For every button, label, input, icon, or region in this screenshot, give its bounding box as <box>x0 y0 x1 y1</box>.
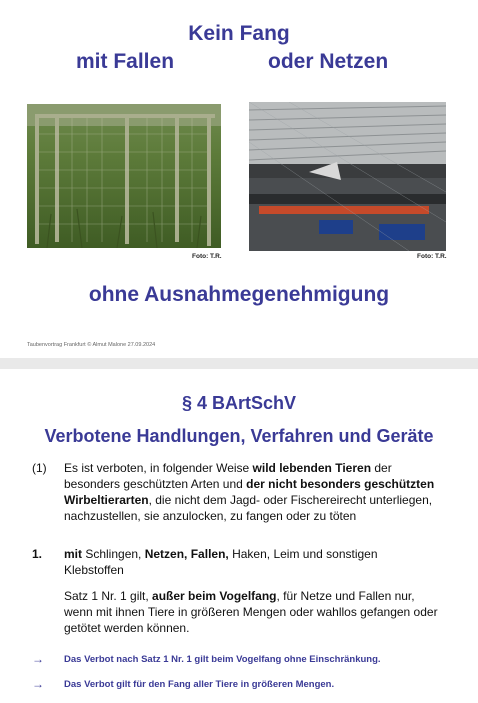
photo-bird-net <box>249 102 446 251</box>
para1-text: Es ist verboten, in folgender Weise wild lebenden Tieren der besonders geschützten Arten und der nicht besonders geschützten Wirbeltierarten, die nicht dem Jagd- oder Fischereirecht unterliegen, nachzustellen, sie anzulocken, zu fangen oder zu töten <box>64 461 435 523</box>
subtitle-ausnahmegenehmigung: ohne Ausnahmegenehmigung <box>88 283 390 306</box>
item1-number: 1. <box>32 547 43 561</box>
note-groessere-mengen: Das Verbot gilt für den Fang aller Tiere in größeren Mengen. <box>64 679 335 690</box>
title-kein-fang: Kein Fang <box>188 22 290 45</box>
satz-exception-text: Satz 1 Nr. 1 gilt, außer beim Vogelfang, für Netze und Fallen nur, wenn mit ihnen Tiere in größeren Mengen oder wahllos gefangen oder getötet werden können. <box>64 589 438 635</box>
title-mit-fallen: mit Fallen <box>76 50 175 73</box>
heading-verbotene-handlungen: Verbotene Handlungen, Verfahren und Geräte <box>44 426 434 446</box>
arrow-icon: → <box>32 652 44 666</box>
item1-text: mit Schlingen, Netzen, Fallen, Haken, Leim und sonstigen Klebstoffen <box>64 547 378 577</box>
arrow-icon: → <box>32 677 44 691</box>
note-vogelfang: Das Verbot nach Satz 1 Nr. 1 gilt beim Vogelfang ohne Einschränkung. <box>64 654 381 665</box>
photo-credit-left: Foto: T.R. <box>192 253 222 260</box>
slide-footer: Taubenvortrag Frankfurt © Almut Malone 27.09.2024 <box>27 342 156 348</box>
para1-number: (1) <box>32 461 47 475</box>
photo-trap-cage <box>27 104 221 248</box>
title-oder-netzen: oder Netzen <box>268 50 389 73</box>
heading-paragraph: § 4 BArtSchV <box>181 393 297 413</box>
slide-bartschv <box>0 369 478 703</box>
photo-credit-right: Foto: T.R. <box>417 253 447 260</box>
